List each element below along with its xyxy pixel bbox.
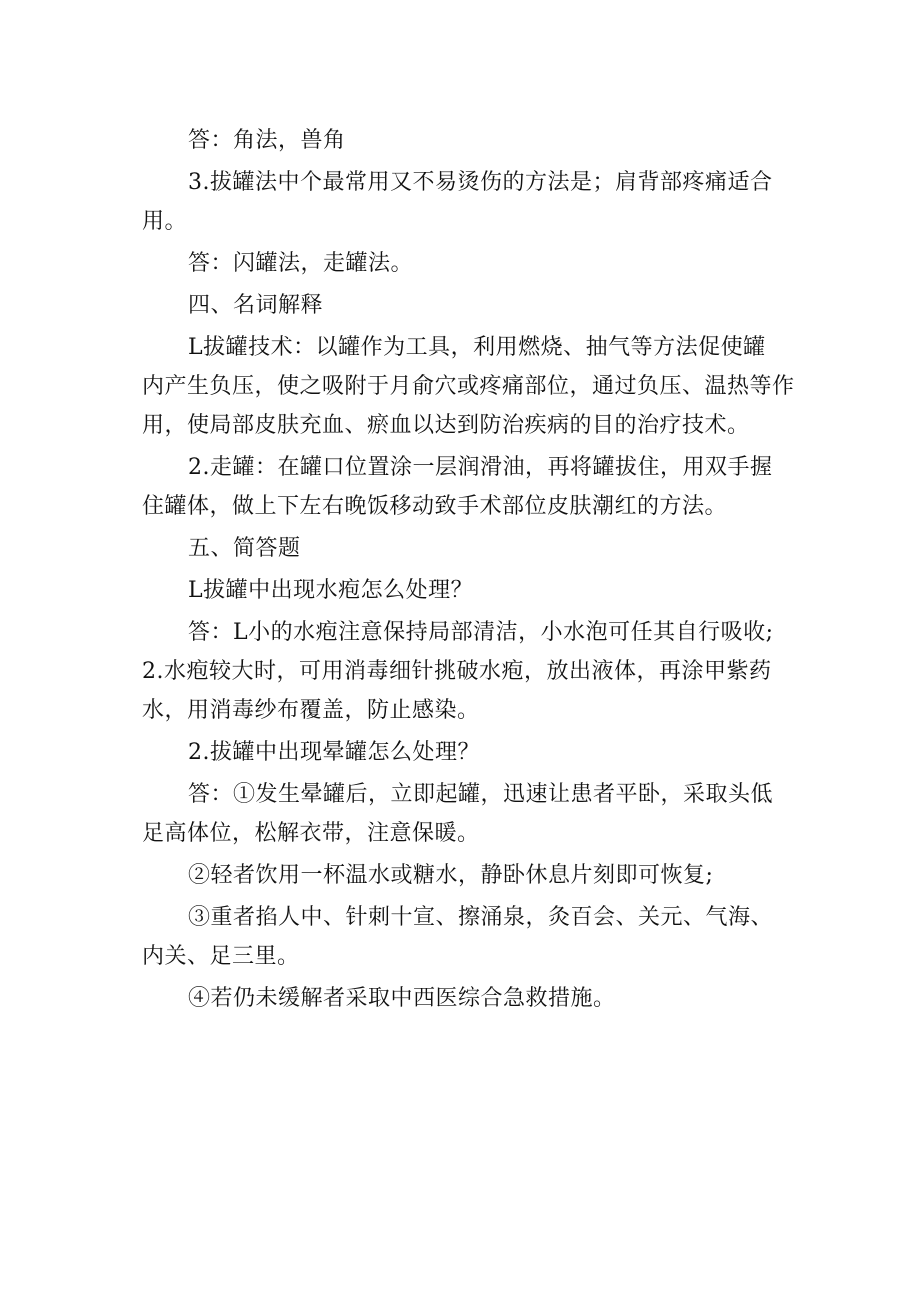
question-paragraph: 3.拔罐法中个最常用又不易烫伤的方法是；肩背部疼痛适合 用。	[142, 170, 796, 234]
answer-paragraph: ②轻者饮用一杯温水或糖水，静卧休息片刻即可恢复;	[188, 863, 714, 888]
question-paragraph: 2.拔罐中出现晕罐怎么处理？	[188, 740, 480, 765]
answer-paragraph: ④若仍未缓解者采取中西医综合急救措施。	[188, 986, 616, 1011]
document-body	[142, 121, 818, 1018]
section-heading: 四、名词解释	[188, 293, 324, 318]
answer-paragraph: 答：L小的水疱注意保持局部清洁，小水泡可任其自行吸收;	[188, 620, 774, 645]
term-definition: L拔罐技术：以罐作为工具，利用燃烧、抽气等方法促使罐 内产生负压，使之吸附于月俞穴或疼痛部位，通过负压、温热等作 用，使局部皮肤充血、瘀血以达到防治疾病的目的治疗技术。	[142, 335, 818, 438]
answer-paragraph: 2.水疱较大时，可用消毒细针挑破水疱，放出液体，再涂甲紫药 水，用消毒纱布覆盖，防止感染。	[142, 659, 795, 723]
term-definition: 2.走罐：在罐口位置涂一层润滑油，再将罐拔住，用双手握 住罐体，做上下左右晚饭移动致手术部位皮肤潮红的方法。	[142, 455, 796, 519]
answer-paragraph: 答：①发生晕罐后，立即起罐，迅速让患者平卧，采取头低 足高体位，松解衣带，注意保暖。	[142, 782, 796, 846]
question-paragraph: L拔罐中出现水疱怎么处理？	[188, 578, 474, 603]
answer-paragraph: 答：闪罐法，走罐法。	[188, 251, 414, 276]
section-heading: 五、简答题	[188, 536, 301, 561]
answer-paragraph: 答：角法，兽角	[188, 128, 346, 153]
answer-paragraph: ③重者掐人中、针刺十宣、擦涌泉，灸百会、关元、气海、 内关、足三里。	[142, 905, 785, 969]
